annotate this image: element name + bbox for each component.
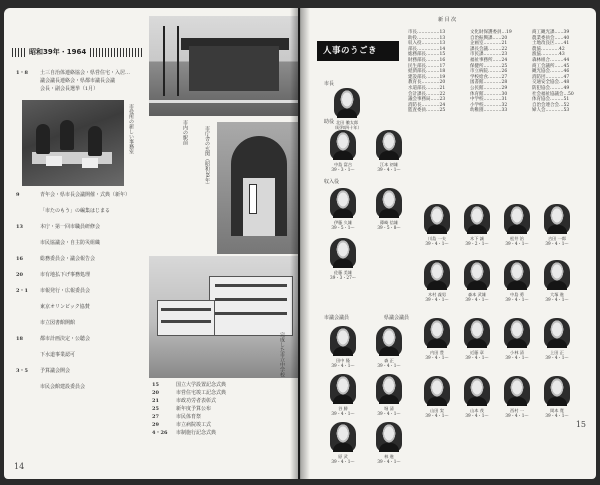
- person-name: 伊藤 久雄: [333, 220, 353, 225]
- person-date: 39・4・1〜: [545, 297, 569, 302]
- toc-item: 消防長…………24: [408, 102, 446, 108]
- toc-item: 体育館…………30: [470, 91, 508, 97]
- page-number-right: 15: [575, 420, 586, 429]
- chronology-text: 市民会館建設委員会: [40, 384, 86, 390]
- chronology-text: 市立図書館開館: [40, 320, 76, 326]
- role-prefectural: 県議会議員: [384, 315, 410, 321]
- person-date: 39・4・1〜: [331, 411, 355, 416]
- portrait-photo: [464, 318, 490, 348]
- person-name: 篠崎 信雄: [379, 220, 399, 225]
- chronology-text: 予算議会開会: [40, 368, 71, 374]
- portrait-photo: [464, 376, 490, 406]
- portrait-caption: [323, 454, 363, 464]
- toc-item: 漁協…………43: [532, 52, 565, 58]
- person-name: 吉田 一郎: [547, 236, 567, 241]
- toc-item: 課長会議………22: [470, 46, 508, 52]
- portrait-caption: [323, 220, 363, 230]
- photo-office: [22, 100, 124, 186]
- person-date: 39・4・1〜: [377, 363, 401, 368]
- chronology-text: 議会議長連絡会・県都市議長会議: [40, 78, 116, 84]
- portrait-caption: [497, 292, 537, 302]
- chronology-text: 市営住宅竣工記念式典: [176, 390, 227, 396]
- portrait-photo: [330, 326, 356, 356]
- caption-school: 完成した市立中学校: [279, 332, 285, 377]
- person-date: 39・4・1〜: [425, 355, 449, 360]
- person-name: 森本 武雄: [467, 292, 487, 297]
- chronology-date: 2・1: [16, 288, 28, 294]
- toc-item: 公民館…………29: [470, 85, 508, 91]
- toc-item: 市民課…………23: [470, 52, 508, 58]
- chronology-text: 土三自治体連絡協会・県営住宅・入居…: [40, 70, 131, 76]
- portrait-photo: [376, 130, 402, 160]
- chronology-text: 市立病院竣工式: [176, 422, 212, 428]
- portrait-caption: [323, 162, 363, 172]
- portrait-photo: [424, 376, 450, 406]
- toc-item: 社会福祉協議会…50: [532, 91, 574, 97]
- person-date: 39・4・1〜: [377, 459, 401, 464]
- chronology-date: 21: [152, 398, 159, 404]
- chronology-text: 市有地払下げ事務処理: [40, 272, 91, 278]
- chronology-date: 18: [16, 336, 23, 342]
- person-date: 39・4・1〜: [331, 459, 355, 464]
- left-page: [4, 8, 298, 479]
- portrait-caption: [497, 408, 537, 418]
- portrait-caption: [369, 162, 409, 172]
- person-name: 上田 正: [550, 350, 564, 355]
- toc-item: 市長……………13: [408, 30, 446, 35]
- chronology-text: 新年度予算公布: [176, 406, 212, 412]
- person-name: 木下 誠: [470, 236, 484, 241]
- toc-head: 新 目 次: [438, 17, 457, 23]
- person-name: 谷 勝: [338, 406, 348, 411]
- toc-item: 市立病院………26: [470, 69, 508, 75]
- toc-item: 水道部長………21: [408, 85, 446, 91]
- toc-item: 防犯協会………49: [532, 85, 570, 91]
- portrait-caption: [417, 292, 457, 302]
- toc-item: 自治振興課……20: [470, 35, 508, 41]
- chronology-date: 20: [152, 390, 159, 396]
- toc-item: 学校給食………27: [470, 74, 508, 80]
- portrait-caption: [457, 236, 497, 246]
- toc-item: 収入役…………13: [408, 41, 446, 47]
- person-name: 大塚 進: [550, 292, 564, 297]
- role-mayor: 市長: [324, 81, 335, 87]
- person-date: 39・4・1〜: [425, 413, 449, 418]
- toc-item: 民生部長………17: [408, 63, 446, 69]
- photo-gate: [217, 122, 298, 254]
- portrait-caption: [369, 454, 409, 464]
- portrait-caption: [327, 120, 367, 130]
- portrait-caption: [369, 358, 409, 368]
- portrait-photo: [334, 88, 360, 118]
- toc-item: 保健所…………25: [470, 63, 508, 69]
- chronology-date: 3・5: [16, 368, 28, 374]
- person-date: 39・4・1〜: [545, 355, 569, 360]
- person-name: 北田 徹太郎: [335, 120, 359, 125]
- photo-station: [149, 16, 298, 116]
- person-date: 39・5・8〜: [377, 225, 401, 230]
- toc-item: 観光協会………46: [532, 69, 570, 75]
- toc-item: 議会事務局……23: [408, 97, 446, 103]
- portrait-caption: [497, 236, 537, 246]
- person-date: 39・5・1〜: [331, 225, 355, 230]
- chronology-date: 15: [152, 382, 159, 388]
- year-label: 昭和39年・1964: [26, 47, 89, 57]
- portrait-photo: [330, 238, 356, 268]
- person-date: 39・2・1〜: [465, 241, 489, 246]
- chronology-text: 東京オリンピック協賛: [40, 304, 90, 310]
- portrait-photo: [504, 260, 530, 290]
- person-name: 松井 治: [510, 236, 524, 241]
- person-name: 西村 一: [510, 408, 524, 413]
- chronology-date: 9: [16, 192, 20, 198]
- person-name: 佐藤 美雄: [333, 270, 353, 275]
- chronology-date: 4・26: [152, 430, 168, 436]
- person-date: 39・3・27〜: [330, 275, 356, 280]
- toc-item: 助役……………13: [408, 35, 446, 41]
- portrait-photo: [504, 376, 530, 406]
- portrait-caption: [417, 236, 457, 246]
- person-date: 39・4・1〜: [377, 411, 401, 416]
- chronology-date: 20: [16, 272, 23, 278]
- portrait-photo: [544, 376, 570, 406]
- chronology-date: 25: [152, 406, 159, 412]
- person-name: 江本 初雄: [379, 162, 399, 167]
- toc-item: 財務部長………16: [408, 57, 446, 63]
- role-council: 市議会議員: [324, 315, 350, 321]
- toc-item: 建設部長………19: [408, 74, 446, 80]
- toc-item: 交通安全協会…48: [532, 80, 570, 86]
- right-page: [300, 8, 596, 479]
- page-number-left: 14: [14, 462, 25, 471]
- portrait-photo: [544, 318, 570, 348]
- toc-item: 農業委員会……40: [532, 35, 570, 41]
- person-name: 堀 清: [384, 406, 394, 411]
- portrait-photo: [330, 130, 356, 160]
- caption-station: 市内の駅前: [182, 120, 188, 145]
- portrait-caption: [537, 408, 577, 418]
- portrait-caption: [417, 350, 457, 360]
- person-date: 39・4・1〜: [465, 297, 489, 302]
- chronology-date: 1・8: [16, 70, 28, 76]
- section-title: 人事のうごき: [317, 41, 399, 61]
- portrait-photo: [424, 318, 450, 348]
- chronology-text: 本庁・第一回市職員研修会: [40, 224, 101, 230]
- portrait-caption: [369, 406, 409, 416]
- portrait-photo: [424, 260, 450, 290]
- book-gutter: [290, 8, 310, 479]
- toc-column-2: [470, 30, 512, 114]
- person-date: 39・4・1〜: [425, 241, 449, 246]
- toc-item: 経済部長………18: [408, 69, 446, 75]
- role-deputy: 助役: [324, 119, 335, 125]
- chronology-text: 市報発行・広報委員会: [40, 288, 91, 294]
- person-date: 39・4・1〜: [505, 297, 529, 302]
- person-name: 川島 一夫: [427, 236, 447, 241]
- person-date: 39・4・1〜: [505, 355, 529, 360]
- portrait-photo: [504, 318, 530, 348]
- person-date: 39・4・1〜: [377, 167, 401, 172]
- toc-item: 福祉事務所……24: [470, 57, 508, 63]
- portrait-caption: [537, 292, 577, 302]
- chronology-text: 市政功労者表彰式: [176, 398, 217, 404]
- toc-item: 企画室…………21: [470, 41, 508, 47]
- caption-office: 市役所の新しい事務室: [128, 104, 134, 154]
- photo-school: [149, 256, 298, 378]
- portrait-caption: [537, 236, 577, 246]
- toc-item: 監査委員………25: [408, 108, 446, 114]
- toc-item: 婦人会…………53: [532, 108, 570, 114]
- chronology-text: 青年会・県市長会議開催・式典（新年）: [40, 192, 131, 198]
- portrait-caption: [417, 408, 457, 418]
- toc-column-1: [408, 30, 445, 114]
- person-name: 中島 富吉: [333, 162, 353, 167]
- chronology-date: 13: [16, 224, 23, 230]
- person-name: 山本 茂: [470, 408, 484, 413]
- chronology-text: 市民体育祭: [176, 414, 202, 420]
- portrait-caption: [323, 406, 363, 416]
- portrait-caption: [457, 350, 497, 360]
- toc-item: 会計課長………22: [408, 91, 446, 97]
- person-date: 39・4・1〜: [505, 241, 529, 246]
- person-date: 39・4・1〜: [331, 363, 355, 368]
- person-date: 39・3・1〜: [331, 167, 355, 172]
- toc-item: 図書館…………28: [470, 80, 508, 86]
- portrait-photo: [376, 188, 402, 218]
- portrait-photo: [544, 204, 570, 234]
- chronology-text: 市民協議会・自主防災組織: [40, 240, 101, 246]
- portrait-photo: [544, 260, 570, 290]
- toc-item: 消防団…………47: [532, 74, 570, 80]
- person-date: 39・4・1〜: [465, 355, 489, 360]
- portrait-photo: [464, 260, 490, 290]
- toc-item: 小学校…………32: [470, 102, 508, 108]
- portrait-caption: [457, 408, 497, 418]
- person-date: 39・4・1〜: [545, 413, 569, 418]
- toc-item: 幼稚園…………33: [470, 108, 508, 114]
- portrait-photo: [376, 374, 402, 404]
- chronology-date: 27: [152, 414, 159, 420]
- person-date: 39・4・1〜: [545, 241, 569, 246]
- toc-item: 商工観光課……39: [532, 30, 570, 35]
- person-name: 林 進: [384, 454, 394, 459]
- portrait-caption: [457, 292, 497, 302]
- chronology-text: 都市計画決定・公聴会: [40, 336, 91, 342]
- toc-item: 教育長…………20: [408, 80, 446, 86]
- person-name: 原 武: [338, 454, 348, 459]
- toc-item: 森林組合………44: [532, 57, 570, 63]
- person-name: 岡本 寛: [550, 408, 564, 413]
- person-name: 小林 清: [510, 350, 524, 355]
- person-date: （昭和四十年）: [332, 125, 362, 130]
- toc-item: 総務部長………15: [408, 52, 446, 58]
- person-name: 内田 豊: [430, 350, 444, 355]
- person-date: 39・4・1〜: [465, 413, 489, 418]
- portrait-caption: [369, 220, 409, 230]
- person-name: 木村 義男: [427, 292, 447, 297]
- toc-item: 農協…………42: [532, 46, 565, 52]
- toc-item: 自治会連合会…52: [532, 102, 570, 108]
- person-name: 田中 隆: [336, 358, 350, 363]
- chronology-text: 下水道事業認可: [40, 352, 76, 358]
- portrait-photo: [330, 374, 356, 404]
- portrait-photo: [464, 204, 490, 234]
- toc-item: 部長……………14: [408, 46, 446, 52]
- portrait-caption: [497, 350, 537, 360]
- chronology-text: 「市たのもう」の編集はじまる: [40, 208, 111, 214]
- portrait-caption: [537, 350, 577, 360]
- chronology-text: 総務委員会・議会報告会: [40, 256, 96, 262]
- chronology-text: 国立大学設置記念式典: [176, 382, 227, 388]
- person-name: 近藤 章: [470, 350, 484, 355]
- person-name: 森 正: [384, 358, 394, 363]
- person-date: 39・4・1〜: [505, 413, 529, 418]
- chronology-text: 市制施行記念式典: [176, 430, 217, 436]
- person-name: 山田 実: [430, 408, 444, 413]
- toc-item: 商工会議所……45: [532, 63, 570, 69]
- person-date: 39・4・1〜: [425, 297, 449, 302]
- portrait-caption: [323, 358, 363, 368]
- portrait-photo: [504, 204, 530, 234]
- person-name: 中島 勇: [510, 292, 524, 297]
- toc-item: 土地改良区……41: [532, 41, 570, 47]
- portrait-caption: [323, 270, 363, 280]
- chronology-date: 29: [152, 422, 159, 428]
- portrait-photo: [330, 188, 356, 218]
- portrait-photo: [376, 326, 402, 356]
- portrait-photo: [424, 204, 450, 234]
- toc-item: 体育協会………51: [532, 97, 570, 103]
- toc-item: 文化財保護委員…19: [470, 30, 512, 35]
- toc-column-3: [532, 30, 574, 114]
- toc-item: 中学校…………31: [470, 97, 508, 103]
- portrait-photo: [330, 422, 356, 452]
- role-treasurer: 収入役: [324, 179, 340, 185]
- chronology-text: 会長・副会長選挙（1月）: [40, 86, 99, 92]
- portrait-photo: [376, 422, 402, 452]
- chronology-date: 16: [16, 256, 23, 262]
- caption-gate: 市庁舎の玄関（昭和39年）: [204, 126, 210, 188]
